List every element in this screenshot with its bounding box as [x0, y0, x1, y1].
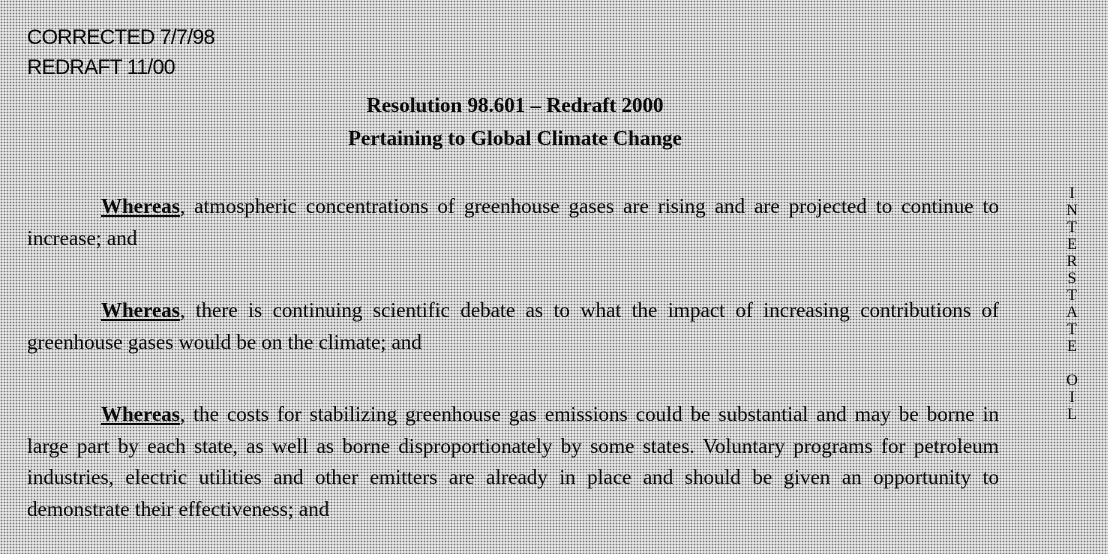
margin-letter: O — [1066, 372, 1078, 389]
margin-letter: E — [1067, 236, 1077, 253]
title-line-1: Resolution 98.601 – Redraft 2000 — [366, 93, 664, 117]
whereas-keyword: Whereas — [101, 298, 180, 322]
margin-word-gap — [1064, 355, 1080, 372]
revision-notes — [27, 23, 215, 83]
paragraph-text: , atmospheric concentrations of greenhouse gases are rising and are projected to continue to increase; and — [27, 194, 999, 250]
whereas-paragraph-2 — [27, 295, 999, 358]
whereas-keyword: Whereas — [101, 402, 180, 426]
margin-letter: T — [1067, 287, 1077, 304]
resolution-body — [27, 191, 999, 525]
margin-letter: T — [1067, 321, 1077, 338]
margin-letter: S — [1067, 270, 1077, 287]
paragraph-text: , there is continuing scientific debate as to what the impact of increasing contributions of greenhouse gases would be on the climate; and — [27, 298, 999, 354]
vertical-margin-label — [1064, 185, 1080, 423]
margin-letter: I — [1069, 389, 1075, 406]
whereas-keyword: Whereas — [101, 194, 180, 218]
redraft-date: REDRAFT 11/00 — [27, 56, 175, 79]
margin-letter: I — [1069, 185, 1075, 202]
title-line-2: Pertaining to Global Climate Change — [348, 126, 682, 150]
margin-letter: N — [1066, 202, 1078, 219]
whereas-paragraph-1 — [27, 191, 999, 254]
whereas-paragraph-3 — [27, 399, 999, 525]
margin-letter: R — [1066, 253, 1078, 270]
document-title — [0, 89, 1030, 155]
margin-letter: L — [1067, 406, 1077, 423]
margin-letter: A — [1066, 304, 1078, 321]
paragraph-text: , the costs for stabilizing greenhouse gas emissions could be substantial and may be borne in large part by each state, as well as borne disproportionately by some states. Voluntary programs for petroleum industries, electric utilities and other emitters are already in place and should be given an opportunity to demonstrate their effectiveness; and — [27, 402, 999, 521]
margin-letter: E — [1067, 338, 1077, 355]
margin-letter: T — [1067, 219, 1077, 236]
corrected-date: CORRECTED 7/7/98 — [27, 26, 215, 49]
